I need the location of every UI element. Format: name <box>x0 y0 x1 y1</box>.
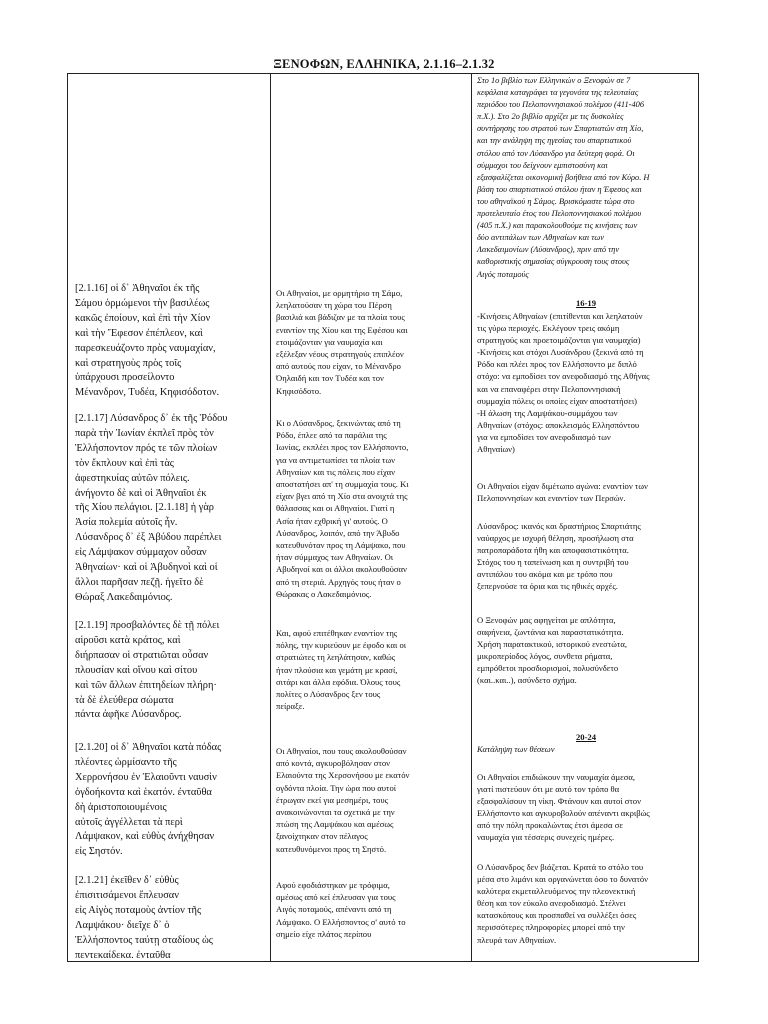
greek-paragraph-2-1-17: [2.1.17] Λύσανδρος δ᾽ ἐκ τῆς Ῥόδου παρὰ τὴν Ἰωνίαν ἐκπλεῖ πρὸς τὸν Ἑλλήσποντον πρός τε τῶν πλοίων τὸν ἔκπλουν καὶ ἐπὶ τὰς ἀφεστηκυίας αὐτῶν πόλεις. ἀνήγοντο δὲ καὶ οἱ Ἀθηναῖοι ἐκ τῆς Χίου πελάγιοι. [2.1.18] ἡ γὰρ Ἀσία πολεμία αὐτοῖς ἦν. Λύσανδρος δ᾽ ἐξ Ἀβύδου παρέπλει εἰς Λάμψακον σύμμαχον οὖσαν Ἀθηναίων· καὶ οἱ Ἀβυδηνοὶ καὶ οἱ ἄλλοι παρῆσαν πεζῇ. ἡγεῖτο δὲ Θώραξ Λακεδαιμόνιος. <box>75 413 228 603</box>
commentary-paragraph: Λύσανδρος: ικανός και δραστήριος Σπαρτιάτης ναύαρχος με ισχυρή θέληση, προσήλωση στα πατροπαράδοτα ήθη και αποφασιστικότητα. Στόχος του η ταπείνωση και η συντριβή του αντιπάλου του ακόμα και με τρόπο που ξεπερνούσε τα όρια και τις ηθικές αρχές. <box>477 521 641 592</box>
translation-paragraph-4: Οι Αθηναίοι, που τους ακολουθούσαν από κοντά, αγκυροβόλησαν στον Ελαιούντα της Χερσονήσου με εκατόν ογδόντα πλοία. Την ώρα που αυτοί έτρωγαν εκεί για μεσημέρι, τους ανακοινώνονται τα σχετικά με την πτώση της Λαμψάκου και αμέσως ξανοίχτηκαν στον πέλαγος κατευθυνόμενοι προς τη Σηστό. <box>276 746 410 854</box>
section-heading-16-19: 16-19 <box>575 298 597 308</box>
greek-paragraph-2-1-19: [2.1.19] προσβαλόντες δὲ τῇ πόλει αἱροῦσι κατὰ κράτος, καὶ διήρπασαν οἱ στρατιῶται οὖσαν πλουσίαν καὶ οἴνου καὶ σίτου καὶ τῶν ἄλλων ἐπιτηδείων πλήρη· τὰ δὲ ἐλεύθερα σώματα πάντα ἀφῆκε Λύσανδρος. <box>75 620 220 721</box>
page-title: ΞΕΝΟΦΩΝ, ΕΛΛΗΝΙΚΑ, 2.1.16–2.1.32 <box>273 57 495 71</box>
text-table <box>67 73 699 962</box>
commentary-paragraph: Οι Αθηναίοι επιδιώκουν την ναυμαχία άμεσα, γιατί πιστεύουν ότι με αυτό τον τρόπο θα εξασφαλίσουν τη νίκη. Φτάνουν και αυτοί στον Ελλήσποντο και αγκυροβολούν απέναντι ακριβώς από την πόλη προκαλώντας έτσι άμεσα σε ναυμαχία για τέσσερις συνεχείς ημέρες. <box>477 772 650 843</box>
commentary-section-16-19: -Κινήσεις Αθηναίων (επιτίθενται και λεηλατούν τις γύρω περιοχές. Εκλέγουν τρεις ακόμη στρατηγούς και προετοιμάζονται για ναυμαχία) -Κινήσεις και στόχοι Λυσάνδρου (ξεκινά από τη Ρόδο και πλέει προς τον Ελλήσποντο με διπλό στόχο: να εμποδίσει τον ανεφοδιασμό της Αθήνας και να επαναφέρει στην Πελοποννησιακή συμμαχία πόλεις οι οποίες είχαν αποστατήσει) -Η άλωση της Λαμψάκου-συμμάχου των Αθηναίων (στόχος: αποκλεισμός Ελλησπόντου για να εμποδίσει τον ανεφοδιασμό των Αθηναίων) <box>477 311 650 455</box>
greek-paragraph-2-1-16: [2.1.16] οἱ δ᾽ Ἀθηναῖοι ἐκ τῆς Σάμου ὁρμώμενοι τὴν βασιλέως κακῶς ἐποίουν, καὶ ἐπὶ τὴν Χίον καὶ τὴν Ἔφεσον ἐπέπλεον, καὶ παρεσκευάζοντο πρὸς ναυμαχίαν, καὶ στρατηγοὺς πρὸς τοῖς ὑπάρχουσι προσείλοντο Μένανδρον, Τυδέα, Κηφισόδοτον. <box>75 283 220 399</box>
greek-paragraph-2-1-21: [2.1.21] ἐκεῖθεν δ᾽ εὐθὺς ἐπισιτισάμενοι ἔπλευσαν εἰς Αἰγὸς ποταμοὺς ἀντίον τῆς Λαμψάκου· διεῖχε δ᾽ ὁ Ἑλλήσποντος ταύτῃ σταδίους ὡς πεντεκαίδεκα. ἐνταῦθα <box>75 875 213 961</box>
commentary-paragraph: Ο Ξενοφών μας αφηγείται με απλότητα, σαφήνεια, ζωντάνια και παραστατικότητα. Χρήση παρατακτικού, ιστορικού ενεστώτα, μικροπερίοδος λόγος, συνθετα ρήματα, εμπρόθετοι προσδιορισμοί, πολυσύνδετο (και..και..), ασύνδετο σχήμα. <box>477 615 628 686</box>
column-divider <box>270 74 271 961</box>
commentary-paragraph: Ο Λύσανδρος δεν βιάζεται. Κρατά το στόλο του μέσα στο λιμάνι και οργανώνεται όσο το δυνατόν καλύτερα εκμεταλλευόμενος την πλεονεκτική θέση και τον εύκολο ανεφοδιασμό. Στέλνει κατασκόπους και προσπαθεί να συλλέξει όσες περισσότερες πληροφορίες μπορεί από την πλευρά των Αθηναίων. <box>477 862 649 945</box>
commentary-intro: Στο 1ο βιβλίο των Ελληνικών ο Ξενοφών σε 7 κεφάλαια καταγράφει τα γεγονότα της τελευταίας περιόδου του Πελοποννησιακού πολέμου (411-406 π.Χ.). Στο 2ο βιβλίο αρχίζει με τις δυσκολίες συντήρησης του στρατού των Σπαρτιατών στη Χίο, και την ανάληψη της ηγεσίας του σπαρτιατικού στόλου από τον Λύσανδρο για δεύτερη φορά. Οι σύμμαχοι του δείχνουν εμπιστοσύνη και εξασφαλίζεται οικονομική βοήθεια από τον Κύρο. Η βάση του σπαρτιατικού στόλου ήταν η Έφεσος και του αθηναϊκού η Σάμος. Βρισκόμαστε τώρα στο προτελευταίο έτος του Πελοποννησιακού πολέμου (405 π.Χ.) και παρακολουθούμε τις κινήσεις των δύο αντιπάλων των Αθηναίων και των Λακεδαιμονίων (Λύσανδρος), πριν από την καθοριστικής σημασίας σύγκρουση τους στους Αιγός ποταμούς <box>477 76 650 279</box>
greek-paragraph-2-1-20: [2.1.20] οἱ δ᾽ Ἀθηναῖοι κατὰ πόδας πλέοντες ὡρμίσαντο τῆς Χερρονήσου ἐν Ἐλαιοῦντι ναυσὶν ὀγδοήκοντα καὶ ἑκατόν. ἐνταῦθα δὴ ἀριστοποιουμένοις αὐτοῖς ἀγγέλλεται τὰ περὶ Λάμψακον, καὶ εὐθὺς ἀνήχθησαν εἰς Σηστόν. <box>75 742 222 858</box>
translation-paragraph-3: Και, αφού επιτέθηκαν εναντίον της πόλης, την κυριεύουν με έφοδο και οι στρατιώτες τη λεηλάτησαν, καθώς ήταν πλούσια και γεμάτη με κρασί, σιτάρι και άλλα εφόδια. Όλους τους πολίτες ο Λύσανδρος ξεν τους πείραξε. <box>276 628 407 712</box>
translation-paragraph-2: Κι ο Λύσανδρος, ξεκινώντας από τη Ρόδο, έπλεε από τα παράλια της Ιωνίας, εκπλέει προς τον Ελλήσποντο, για να αντιμετωπίσει τα πλοία των Αθηναίων και τις πόλεις που είχαν αποστατήσει απ' τη συμμαχία τους. Κι είχαν βγει από τη Χίο στα ανοιχτά της θάλασσας και οι Αθηναίοι. Γιατί η Ασία ήταν εχθρική γι' αυτούς. Ο Λύσανδρος, λοιπόν, από την Άβυδο κατευθυνόταν προς τη Λάμψακο, που ήταν σύμμαχος των Αθηναίων. Οι Αβυδηνοί και οι άλλοι ακολουθούσαν από τη στεριά. Αρχηγός τους ήταν ο Θώρακας ο Λακεδαιμόνιος. <box>276 418 409 599</box>
translation-paragraph-1: Οι Αθηναίοι, με ορμητήριο τη Σάμο, λεηλατούσαν τη χώρα του Πέρση βασιλιά και βάδιζαν με τα πλοία τους εναντίον της Χίου και της Εφέσου και ετοιμάζονταν για ναυμαχία και εξέλεξαν νέους στρατηγούς επιπλέον από αυτούς που είχαν, το Μένανδρο Όηλαιδή και τον Τυδέα και τον Κηφισόδοτο. <box>276 288 408 396</box>
section-heading-20-24: 20-24 <box>575 732 597 742</box>
commentary-paragraph: Οι Αθηναίοι είχαν διμέτωπο αγώνα: εναντίον των Πελοποννησίων και εναντίον των Περσών. <box>477 481 648 504</box>
translation-paragraph-5: Αφού εφοδιάστηκαν με τρόφιμα, αμέσως από κεί έπλευσαν για τους Αιγός ποταμούς, απέναντι από τη Λάμψακο. Ο Ελλήσποντος σ' αυτό το σημείο είχε πλάτος περίπου <box>276 880 406 939</box>
section-subheading: Κατάληψη των θέσεων <box>477 744 555 754</box>
